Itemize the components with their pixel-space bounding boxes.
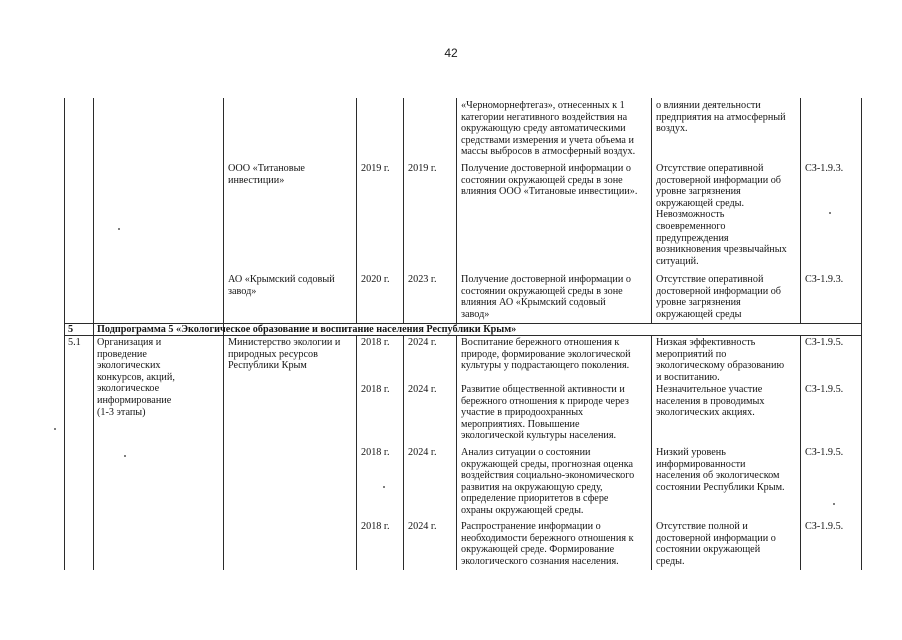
row-code: СЗ-1.9.5.	[805, 384, 844, 395]
row-risk: Отсутствие оперативной достоверной информации об уровне загрязнения окружающей среды. Невозможность своевременного предупреждения возникновения чрезвычайных ситуаций.	[656, 163, 787, 267]
row-start-year: 2018 г.	[361, 447, 390, 458]
row-result: Получение достоверной информации о состоянии окружающей среды в зоне влияния ООО «Титановые инвестиции».	[461, 163, 638, 198]
scan-speck	[124, 455, 126, 457]
row-result: Воспитание бережного отношения к природе, формирование экологической культуры у подрастающего поколения.	[461, 337, 631, 372]
row-end-year: 2024 г.	[408, 384, 437, 395]
col-line	[861, 98, 862, 570]
continuation-risk-text: о влиянии деятельности предприятия на атмосферный воздух.	[656, 100, 786, 135]
scan-speck	[54, 428, 56, 430]
row-result: Анализ ситуации о состоянии окружающей среды, прогнозная оценка воздействия социально-экономического развития на окружающую среду, определение приоритетов в сфере охраны окружающей среды.	[461, 447, 635, 516]
col-line	[403, 335, 404, 570]
row-risk: Низкий уровень информированности населения об экологическом состоянии Республики Крым.	[656, 447, 785, 493]
row-code: СЗ-1.9.5.	[805, 337, 844, 348]
col-line	[356, 98, 357, 323]
item-executor: Министерство экологии и природных ресурсов Республики Крым	[228, 337, 341, 372]
row-code: СЗ-1.9.5.	[805, 521, 844, 532]
col-line	[93, 98, 94, 570]
col-line	[651, 98, 652, 323]
row-result: Распространение информации о необходимости бережного отношения к окружающей среде. Формирование экологического сознания населения.	[461, 521, 634, 567]
col-line	[456, 98, 457, 323]
scan-speck	[829, 212, 831, 214]
item-activity: Организация и проведение экологических конкурсов, акций, экологическое информирование (1-3 этапы)	[97, 337, 175, 418]
row-start-year: 2018 г.	[361, 521, 390, 532]
row-start-year: 2019 г.	[361, 163, 390, 174]
row-risk: Незначительное участие населения в проводимых экологических акциях.	[656, 384, 765, 419]
row-risk: Отсутствие оперативной достоверной информации об уровне загрязнения окружающей среды	[656, 274, 781, 320]
row-result: Развитие общественной активности и бережного отношения к природе через участие в природоохранных мероприятиях. Повышение экологической культуры населения.	[461, 384, 629, 442]
col-line	[456, 335, 457, 570]
col-line	[64, 98, 65, 570]
col-line	[403, 98, 404, 323]
row-end-year: 2024 г.	[408, 521, 437, 532]
row-start-year: 2018 г.	[361, 337, 390, 348]
scan-speck	[383, 486, 385, 488]
col-line	[800, 98, 801, 323]
continuation-result-text: «Черноморнефтегаз», отнесенных к 1 категории негативного воздействия на окружающую среду автоматическими средствами измерения и учета объема и массы выбросов в атмосферный воздух.	[461, 100, 636, 158]
row-executor: АО «Крымский содовый завод»	[228, 274, 335, 297]
col-line	[800, 335, 801, 570]
page-number: 42	[444, 46, 458, 60]
row-end-year: 2019 г.	[408, 163, 437, 174]
row-start-year: 2020 г.	[361, 274, 390, 285]
row-code: СЗ-1.9.3.	[805, 274, 844, 285]
col-line	[356, 335, 357, 570]
row-result: Получение достоверной информации о состоянии окружающей среды в зоне влияния АО «Крымский содовый завод»	[461, 274, 631, 320]
subprogram-number: 5	[68, 324, 74, 335]
scan-speck	[118, 228, 120, 230]
row-start-year: 2018 г.	[361, 384, 390, 395]
row-end-year: 2024 г.	[408, 447, 437, 458]
col-line	[651, 335, 652, 570]
row-code: СЗ-1.9.5.	[805, 447, 844, 458]
row-end-year: 2023 г.	[408, 274, 437, 285]
row-executor: ООО «Титановые инвестиции»	[228, 163, 305, 186]
subprogram-title: Подпрограмма 5 «Экологическое образование и воспитание населения Республики Крым»	[97, 324, 517, 335]
row-risk: Низкая эффективность мероприятий по экологическому образованию и воспитанию.	[656, 337, 785, 383]
scan-speck	[833, 503, 835, 505]
row-code: СЗ-1.9.3.	[805, 163, 844, 174]
row-risk: Отсутствие полной и достоверной информации о состоянии окружающей среды.	[656, 521, 776, 567]
item-number: 5.1	[68, 337, 81, 348]
row-end-year: 2024 г.	[408, 337, 437, 348]
